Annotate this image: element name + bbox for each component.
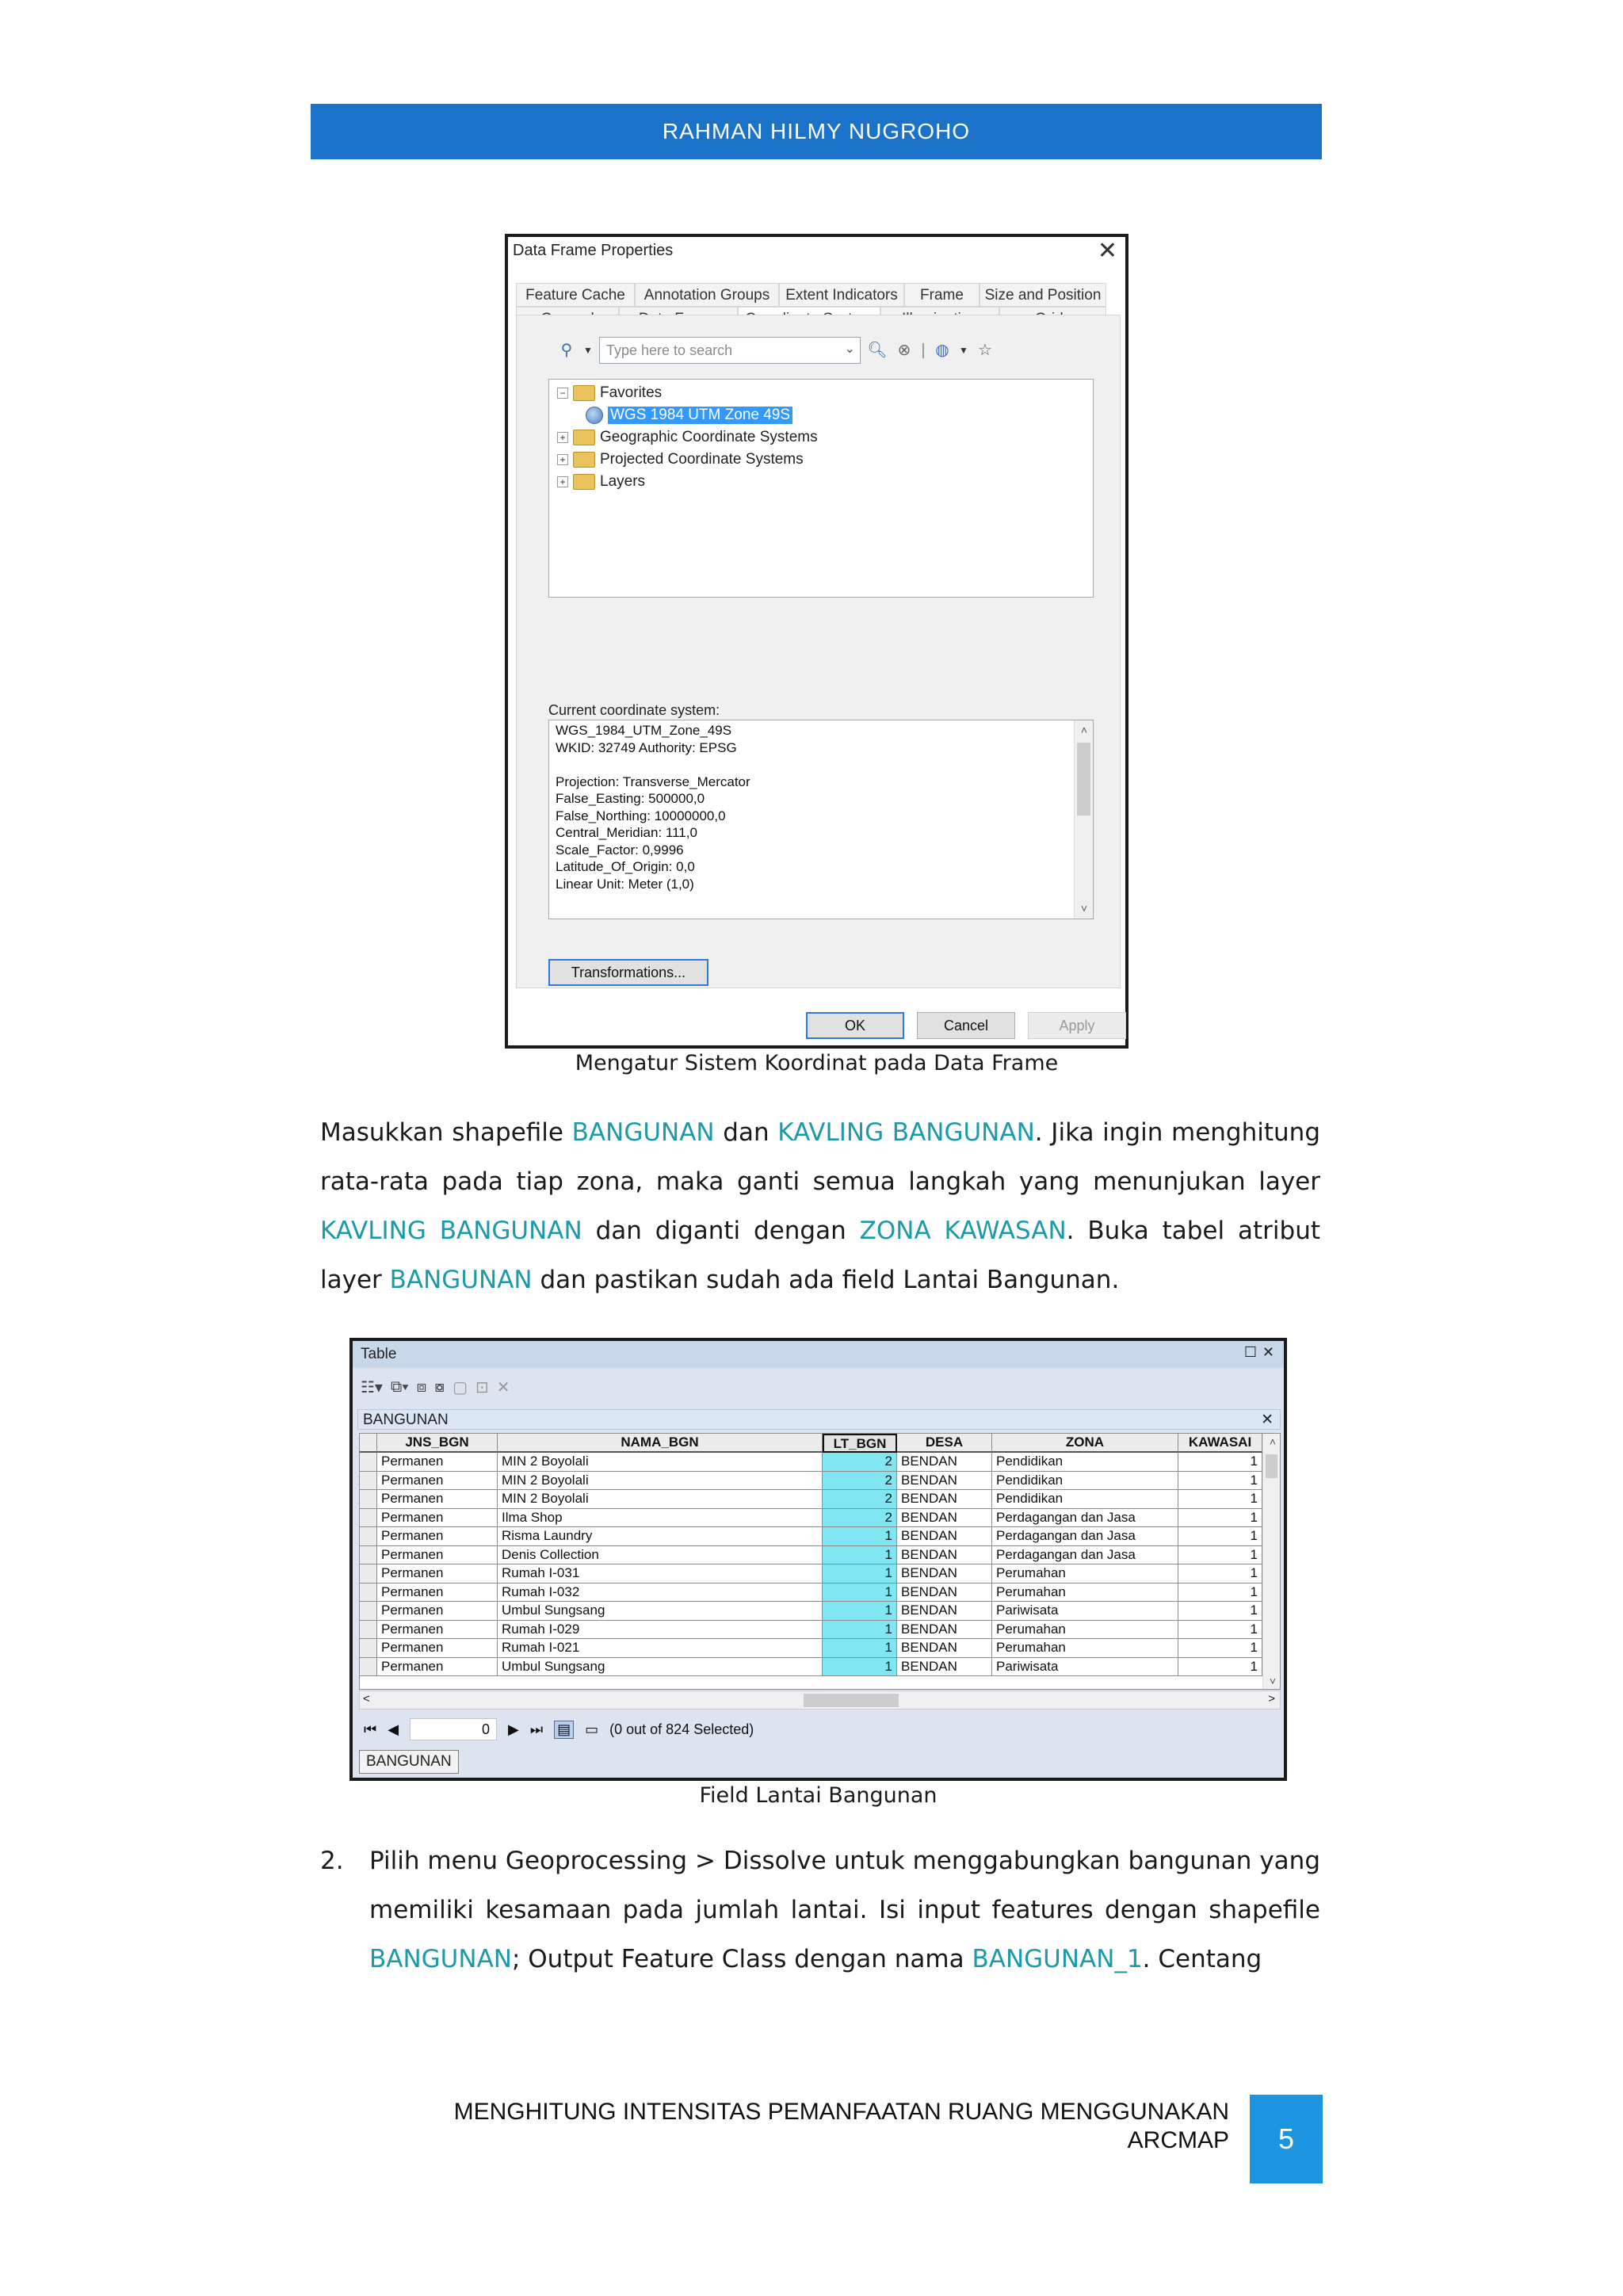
row-selector[interactable] <box>360 1527 377 1546</box>
folder-star-icon <box>573 385 595 401</box>
tab-size-position[interactable]: Size and Position <box>980 283 1106 307</box>
tabs-row-1 <box>516 283 1106 307</box>
cs-detail-line: WKID: 32749 Authority: EPSG <box>556 739 737 755</box>
table-cell[interactable]: Rumah I-021 <box>498 1639 823 1658</box>
table-row[interactable] <box>360 1602 1262 1621</box>
table-cell[interactable]: MIN 2 Boyolali <box>498 1490 823 1509</box>
chevron-down-icon[interactable]: ▼ <box>583 345 593 356</box>
term-highlight: BANGUNAN <box>369 1945 512 1973</box>
row-selector[interactable] <box>360 1472 377 1491</box>
globe-icon <box>586 407 603 424</box>
globe-icon[interactable]: ◍ <box>935 342 949 359</box>
row-selector[interactable] <box>360 1453 377 1472</box>
table-cell[interactable]: Rumah I-031 <box>498 1564 823 1584</box>
row-selector[interactable] <box>360 1564 377 1584</box>
clear-search-icon[interactable]: ⊗ <box>897 342 911 359</box>
scroll-left-icon: ˂ <box>363 1692 370 1706</box>
tab-annotation-groups[interactable]: Annotation Groups <box>635 283 779 307</box>
column-header[interactable]: ZONA <box>992 1434 1178 1453</box>
table-cell[interactable]: BENDAN <box>897 1564 992 1584</box>
table-header-row <box>360 1434 1262 1453</box>
table-cell[interactable]: Permanen <box>377 1564 498 1584</box>
footer-title: MENGHITUNG INTENSITAS PEMANFAATAN RUANG MENGGUNAKAN ARCMAP <box>453 2099 1229 2153</box>
table-row[interactable] <box>360 1453 1262 1472</box>
cs-detail-line: Latitude_Of_Origin: 0,0 <box>556 859 695 874</box>
table-cell[interactable]: 1 <box>1178 1453 1262 1472</box>
table-cell[interactable]: 1 <box>1178 1546 1262 1565</box>
tab-feature-cache[interactable]: Feature Cache <box>516 283 635 307</box>
body-paragraph-2: Pilih menu Geoprocessing > Dissolve untuk menggabungkan bangunan yang memiliki kesamaan pada jumlah lantai. Isi input features dengan shapefile BANGUNAN; Output Feature Class dengan nama BANGUNAN_1. Centang <box>369 1847 1320 1973</box>
cs-detail-line: Central_Meridian: 111,0 <box>556 825 697 840</box>
layer-tab-header: BANGUNAN ✕ <box>357 1409 1281 1430</box>
search-icon[interactable]: 🔍︎ <box>867 342 888 359</box>
table-cell[interactable]: Perdagangan dan Jasa <box>992 1509 1178 1528</box>
next-record-icon[interactable]: ▶ <box>508 1721 519 1737</box>
clear-selection-icon[interactable]: ▢ <box>453 1378 468 1396</box>
table-toolbar <box>361 1373 510 1401</box>
table-cell[interactable]: 1 <box>1178 1509 1262 1528</box>
cs-detail-line <box>556 756 1086 774</box>
show-all-records-icon[interactable]: ▤ <box>554 1721 574 1739</box>
horizontal-scrollbar[interactable] <box>359 1690 1281 1710</box>
scroll-thumb <box>1077 743 1090 816</box>
table-cell[interactable]: 2 <box>823 1509 897 1528</box>
table-cell[interactable]: BENDAN <box>897 1639 992 1658</box>
table-row[interactable] <box>360 1564 1262 1584</box>
coordinate-system-tree <box>548 379 1094 598</box>
table-cell[interactable]: Pendidikan <box>992 1472 1178 1491</box>
table-row[interactable] <box>360 1621 1262 1640</box>
cs-detail-line: Scale_Factor: 0,9996 <box>556 842 684 858</box>
ok-button[interactable]: OK <box>806 1012 904 1039</box>
expand-icon[interactable]: + <box>557 432 568 443</box>
table-cell[interactable]: 2 <box>823 1472 897 1491</box>
attribute-table-window <box>349 1338 1287 1781</box>
term-highlight: KAVLING BANGUNAN <box>777 1118 1035 1147</box>
table-cell[interactable]: Perumahan <box>992 1621 1178 1640</box>
column-header[interactable]: KAWASAI <box>1178 1434 1262 1453</box>
table-cell[interactable]: Permanen <box>377 1490 498 1509</box>
row-selector[interactable] <box>360 1546 377 1565</box>
term-highlight: BANGUNAN_1 <box>972 1945 1143 1973</box>
table-cell[interactable]: Permanen <box>377 1527 498 1546</box>
table-cell[interactable]: 2 <box>823 1490 897 1509</box>
table-cell[interactable]: 1 <box>823 1621 897 1640</box>
term-highlight: BANGUNAN <box>571 1118 715 1147</box>
table-cell[interactable]: 1 <box>1178 1584 1262 1603</box>
figure-caption-1: Mengatur Sistem Koordinat pada Data Frame <box>575 1051 1059 1075</box>
expand-icon[interactable]: + <box>557 454 568 465</box>
table-cell[interactable]: 1 <box>1178 1564 1262 1584</box>
coordinate-system-panel <box>516 315 1121 988</box>
current-cs-label: Current coordinate system: <box>548 702 720 718</box>
table-cell[interactable]: BENDAN <box>897 1509 992 1528</box>
term-highlight: ZONA KAWASAN <box>859 1217 1067 1245</box>
tree-item-favorites[interactable]: − Favorites <box>557 383 662 403</box>
expand-icon[interactable]: + <box>557 476 568 487</box>
scroll-right-icon: ˃ <box>1268 1692 1275 1706</box>
folder-icon <box>573 452 595 468</box>
cancel-button[interactable]: Cancel <box>917 1012 1015 1039</box>
table-row[interactable] <box>360 1639 1262 1658</box>
table-cell[interactable]: 1 <box>1178 1621 1262 1640</box>
table-cell[interactable]: 1 <box>823 1546 897 1565</box>
table-row[interactable] <box>360 1546 1262 1565</box>
scroll-down-icon: ˅ <box>1080 901 1088 915</box>
table-row[interactable] <box>360 1527 1262 1546</box>
record-navigator <box>364 1713 754 1745</box>
table-cell[interactable]: Perumahan <box>992 1564 1178 1584</box>
tree-item-layers[interactable]: + Layers <box>557 472 645 492</box>
table-cell[interactable]: BENDAN <box>897 1527 992 1546</box>
attribute-grid <box>359 1433 1281 1690</box>
table-cell[interactable]: BENDAN <box>897 1546 992 1565</box>
scroll-up-icon: ˄ <box>1269 1435 1277 1448</box>
previous-record-icon[interactable]: ◀ <box>388 1721 399 1737</box>
table-row[interactable] <box>360 1472 1262 1491</box>
table-cell[interactable]: 1 <box>1178 1527 1262 1546</box>
table-cell[interactable]: Permanen <box>377 1546 498 1565</box>
table-cell[interactable]: Permanen <box>377 1509 498 1528</box>
scroll-thumb <box>804 1694 899 1707</box>
bottom-layer-tab[interactable]: BANGUNAN <box>359 1750 459 1774</box>
page-header <box>311 104 1322 159</box>
term-highlight: KAVLING BANGUNAN <box>320 1217 582 1245</box>
table-row[interactable] <box>360 1584 1262 1603</box>
table-cell[interactable]: Denis Collection <box>498 1546 823 1565</box>
select-by-attributes-icon[interactable]: ⧈ <box>416 1377 427 1396</box>
table-row[interactable] <box>360 1490 1262 1509</box>
delete-selected-icon[interactable]: ✕ <box>496 1378 510 1396</box>
row-selector[interactable] <box>360 1584 377 1603</box>
table-row[interactable] <box>360 1658 1262 1677</box>
table-cell[interactable]: Pariwisata <box>992 1602 1178 1621</box>
chevron-down-icon[interactable]: ▼ <box>959 345 968 356</box>
table-cell[interactable]: 1 <box>823 1658 897 1677</box>
switch-selection-icon[interactable]: ⧇ <box>434 1377 445 1396</box>
table-cell[interactable]: Permanen <box>377 1453 498 1472</box>
table-cell[interactable]: Perumahan <box>992 1584 1178 1603</box>
close-icon[interactable]: ✕ <box>1262 1344 1274 1360</box>
cs-detail-line: Linear Unit: Meter (1,0) <box>556 876 694 892</box>
add-favorite-icon[interactable]: ☆ <box>978 342 992 359</box>
show-selected-records-icon[interactable]: ▭ <box>585 1721 599 1737</box>
dialog-title: Data Frame Properties <box>513 242 674 259</box>
related-tables-icon[interactable]: ⧉▾ <box>390 1377 409 1396</box>
data-frame-properties-dialog <box>505 234 1128 1049</box>
folder-icon <box>573 474 595 490</box>
table-cell[interactable]: Permanen <box>377 1621 498 1640</box>
dropdown-icon[interactable]: ⌄ <box>844 342 855 356</box>
term-highlight: BANGUNAN <box>389 1266 533 1294</box>
table-title-bar: Table ☐ ✕ <box>353 1341 1284 1368</box>
table-cell[interactable]: 1 <box>1178 1490 1262 1509</box>
apply-button[interactable]: Apply <box>1028 1012 1126 1039</box>
table-cell[interactable]: Rumah I-032 <box>498 1584 823 1603</box>
table-cell[interactable]: Perdagangan dan Jasa <box>992 1546 1178 1565</box>
row-selector[interactable] <box>360 1658 377 1677</box>
table-cell[interactable]: BENDAN <box>897 1658 992 1677</box>
table-cell[interactable]: Permanen <box>377 1658 498 1677</box>
table-cell[interactable]: 1 <box>823 1584 897 1603</box>
scroll-thumb <box>1266 1454 1277 1478</box>
table-cell[interactable]: 2 <box>823 1453 897 1472</box>
column-header[interactable]: DESA <box>897 1434 992 1453</box>
table-cell[interactable]: Risma Laundry <box>498 1527 823 1546</box>
table-cell[interactable]: Umbul Sungsang <box>498 1602 823 1621</box>
close-icon[interactable]: ✕ <box>1097 238 1117 264</box>
table-cell[interactable]: BENDAN <box>897 1621 992 1640</box>
record-number-field[interactable]: 0 <box>410 1718 497 1740</box>
table-cell[interactable]: MIN 2 Boyolali <box>498 1472 823 1491</box>
transformations-button[interactable]: Transformations... <box>548 959 708 986</box>
table-cell[interactable]: BENDAN <box>897 1584 992 1603</box>
current-cs-details[interactable] <box>548 720 1094 919</box>
scroll-down-icon: ˅ <box>1269 1675 1277 1687</box>
row-selector[interactable] <box>360 1639 377 1658</box>
table-cell[interactable]: Umbul Sungsang <box>498 1658 823 1677</box>
table-cell[interactable]: Pendidikan <box>992 1453 1178 1472</box>
close-icon[interactable]: ✕ <box>1261 1412 1274 1428</box>
zoom-to-selected-icon[interactable]: ⊡ <box>475 1378 489 1396</box>
table-cell[interactable]: Ilma Shop <box>498 1509 823 1528</box>
row-selector[interactable] <box>360 1490 377 1509</box>
page-number: 5 <box>1250 2095 1323 2183</box>
table-cell[interactable]: 1 <box>1178 1639 1262 1658</box>
filter-icon[interactable]: ⚲ <box>560 342 573 359</box>
table-cell[interactable]: 1 <box>823 1602 897 1621</box>
cs-detail-line: False_Northing: 10000000,0 <box>556 808 726 823</box>
table-cell[interactable]: 1 <box>823 1527 897 1546</box>
table-cell[interactable]: Permanen <box>377 1602 498 1621</box>
table-cell[interactable]: Pendidikan <box>992 1490 1178 1509</box>
table-cell[interactable]: 1 <box>1178 1472 1262 1491</box>
table-row[interactable] <box>360 1509 1262 1528</box>
tree-item-wgs-1984-utm-zone-49s[interactable]: WGS 1984 UTM Zone 49S <box>586 405 792 426</box>
table-cell[interactable]: Pariwisata <box>992 1658 1178 1677</box>
table-cell[interactable]: Permanen <box>377 1472 498 1491</box>
table-cell[interactable]: BENDAN <box>897 1453 992 1472</box>
vertical-scrollbar[interactable] <box>1074 720 1093 919</box>
table-cell[interactable]: 1 <box>1178 1658 1262 1677</box>
body-paragraph-1: Masukkan shapefile BANGUNAN dan KAVLING BANGUNAN. Jika ingin menghitung rata-rata pada tiap zona, maka ganti semua langkah yang menunjukan layer KAVLING BANGUNAN dan diganti dengan ZONA KAWASAN. Buka tabel atribut layer BANGUNAN dan pastikan sudah ada field Lantai Bangunan. <box>320 1118 1320 1294</box>
table-cell[interactable]: Perumahan <box>992 1639 1178 1658</box>
maximize-icon[interactable]: ☐ <box>1243 1344 1257 1360</box>
table-cell[interactable]: 1 <box>823 1639 897 1658</box>
vertical-scrollbar[interactable] <box>1262 1434 1280 1689</box>
table-cell[interactable]: BENDAN <box>897 1490 992 1509</box>
table-cell[interactable]: Permanen <box>377 1584 498 1603</box>
table-cell[interactable]: Permanen <box>377 1639 498 1658</box>
tab-extent-indicators[interactable]: Extent Indicators <box>779 283 904 307</box>
folder-icon <box>573 430 595 445</box>
table-cell[interactable]: 1 <box>1178 1602 1262 1621</box>
row-selector[interactable] <box>360 1509 377 1528</box>
row-selector[interactable] <box>360 1621 377 1640</box>
last-record-icon[interactable]: ⏭ <box>529 1721 544 1737</box>
figure-caption-2: Field Lantai Bangunan <box>699 1783 938 1808</box>
cs-detail-line: Projection: Transverse_Mercator <box>556 774 750 789</box>
cs-detail-line: False_Easting: 500000,0 <box>556 791 705 806</box>
table-cell[interactable]: BENDAN <box>897 1602 992 1621</box>
list-number: 2. <box>320 1847 344 1875</box>
cs-detail-line: WGS_1984_UTM_Zone_49S <box>556 723 732 738</box>
table-cell[interactable]: 1 <box>823 1564 897 1584</box>
selection-status: (0 out of 824 Selected) <box>609 1721 754 1737</box>
table-cell[interactable]: Perdagangan dan Jasa <box>992 1527 1178 1546</box>
author-name: RAHMAN HILMY NUGROHO <box>662 119 971 143</box>
column-header[interactable]: JNS_BGN <box>377 1434 498 1453</box>
tab-frame[interactable]: Frame <box>904 283 980 307</box>
tree-item-projected[interactable]: + Projected Coordinate Systems <box>557 449 804 470</box>
table-cell[interactable]: MIN 2 Boyolali <box>498 1453 823 1472</box>
table-cell[interactable]: BENDAN <box>897 1472 992 1491</box>
cs-toolbar: ⚲ ▼ Type here to search ⌄ 🔍︎ ⊗ | ◍ ▼ ☆ <box>556 336 995 365</box>
row-selector[interactable] <box>360 1602 377 1621</box>
search-input[interactable]: Type here to search ⌄ <box>599 337 861 364</box>
table-options-icon[interactable]: ☷▾ <box>361 1378 383 1396</box>
first-record-icon[interactable]: ⏮ <box>364 1721 377 1737</box>
scroll-up-icon: ˄ <box>1080 724 1088 736</box>
collapse-icon[interactable]: − <box>557 388 568 399</box>
tree-item-geographic[interactable]: + Geographic Coordinate Systems <box>557 427 818 448</box>
column-header[interactable]: NAMA_BGN <box>498 1434 823 1453</box>
table-cell[interactable]: Rumah I-029 <box>498 1621 823 1640</box>
column-header-lt-bgn[interactable]: LT_BGN <box>823 1434 897 1453</box>
